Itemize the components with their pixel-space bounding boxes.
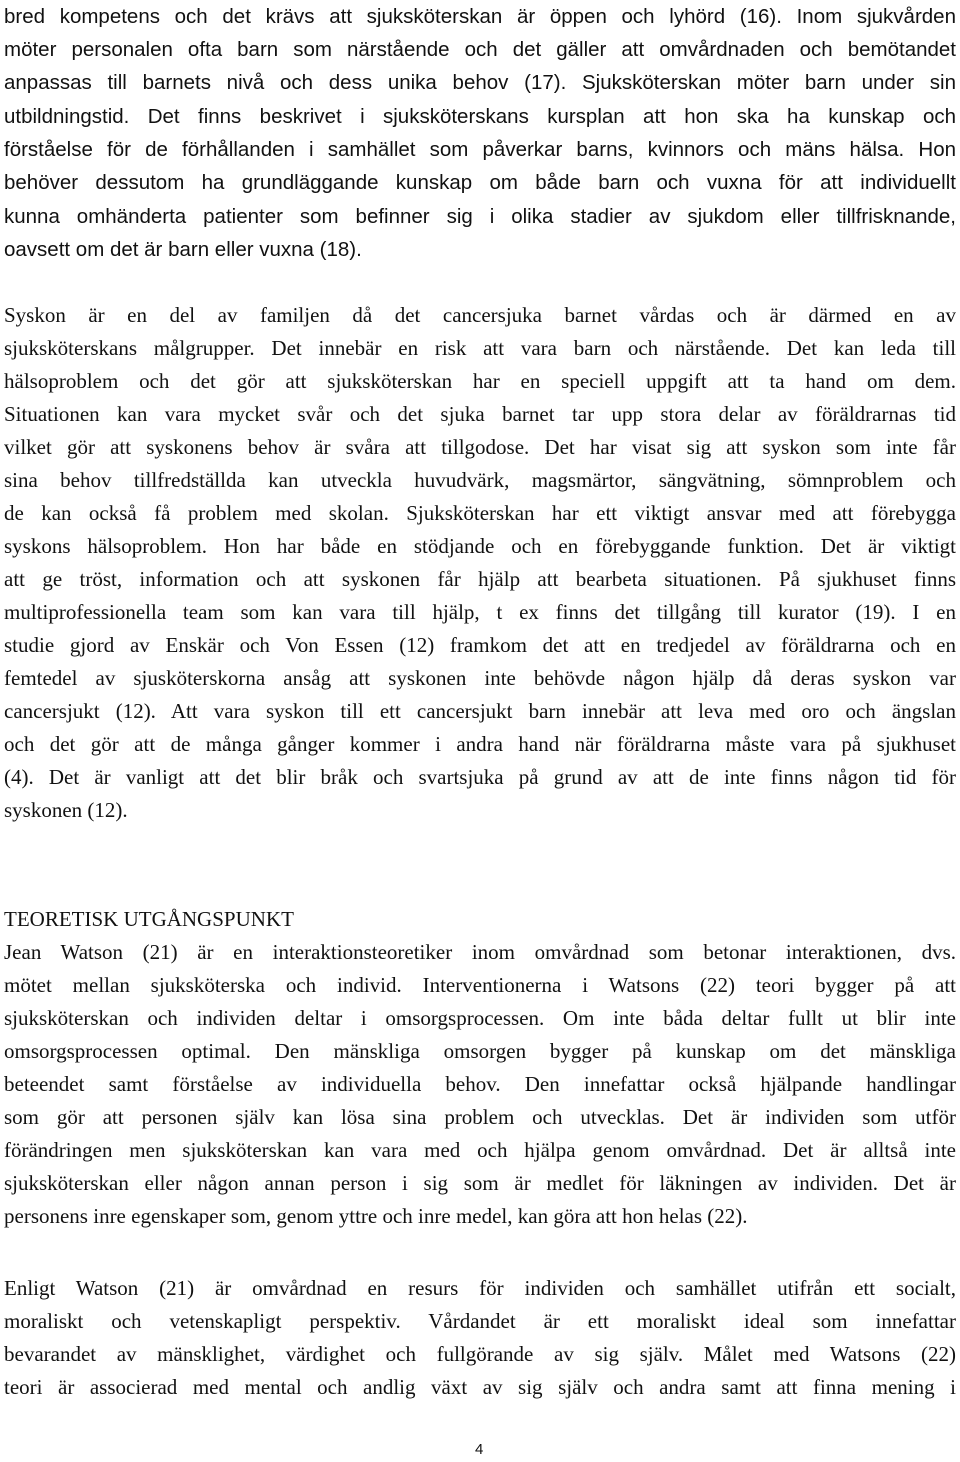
paragraph-line: Jean Watson (21) är en interaktionsteoretiker inom omvårdnad som betonar interaktionen, dvs. [4, 940, 956, 964]
paragraph-line: att ge tröst, information och att syskonen får hjälp att bearbeta situationen. På sjukhuset finns [4, 567, 956, 591]
paragraph-line: mötet mellan sjuksköterska och individ. Interventionerna i Watsons (22) teori bygger på att [4, 973, 956, 997]
paragraph-line: anpassas till barnets nivå och dess unika behov (17). Sjuksköterskan möter barn under sin [4, 71, 956, 94]
paragraph-line: behöver dessutom ha grundläggande kunskap om både barn och vuxna för att individuellt [4, 171, 956, 194]
paragraph-line: sjuksköterskan eller någon annan person i sig som är medlet för läkningen av individen. Det är [4, 1171, 956, 1195]
paragraph-line: Syskon är en del av familjen då det cancersjuka barnet vårdas och är därmed en av [4, 303, 956, 327]
paragraph-line: syskons hälsoproblem. Hon har både en stödjande och en förebyggande funktion. Det är viktigt [4, 534, 956, 558]
paragraph-line: (4). Det är vanligt att det blir bråk och svartsjuka på grund av att de inte finns någon tid för [4, 765, 956, 789]
paragraph-line: multiprofessionella team som kan vara till hjälp, t ex finns det tillgång till kurator (19). I en [4, 600, 956, 624]
paragraph-line: möter personalen ofta barn som närstående och det gäller att omvårdnaden och bemötandet [4, 38, 956, 61]
paragraph-line: utbildningstid. Det finns beskrivet i sjuksköterskans kursplan att hon ska ha kunskap och [4, 105, 956, 128]
paragraph-line: sina behov tillfredställda kan utveckla huvudvärk, magsmärtor, sängvätning, sömnproblem och [4, 468, 956, 492]
paragraph-line: syskonen (12). [4, 798, 128, 822]
paragraph-line: förståelse för de förhållanden i samhället som påverkar barns, kvinnors och mäns hälsa. Hon [4, 138, 956, 161]
paragraph-line: femtedel av sjusköterskorna ansåg att syskonen inte behövde någon hjälp då deras syskon var [4, 666, 956, 690]
paragraph-line: hälsoproblem och det gör att sjuksköterskan har en speciell uppgift att ta hand om dem. [4, 369, 956, 393]
paragraph-line: beteendet samt förståelse av individuella behov. Den innefattar också hjälpande handlingar [4, 1072, 956, 1096]
paragraph-line: sjuksköterskan och individen deltar i omsorgsprocessen. Om inte båda deltar fullt ut blir inte [4, 1006, 956, 1030]
paragraph-line: som gör att personen själv kan lösa sina problem och utvecklas. Det är individen som utför [4, 1105, 956, 1129]
paragraph-line: kunna omhänderta patienter som befinner sig i olika stadier av sjukdom eller tillfrisknande, [4, 205, 956, 228]
paragraph-line: vilket gör att syskonens behov är svåra att tillgodose. Det har visat sig att syskon som inte får [4, 435, 956, 459]
paragraph-line: de kan också få problem med skolan. Sjuksköterskan har ett viktigt ansvar med att förebygga [4, 501, 956, 525]
paragraph-line: Enligt Watson (21) är omvårdnad en resurs för individen och samhället utifrån ett socialt, [4, 1276, 956, 1300]
paragraph-line: och det gör att de många gånger kommer i andra hand när föräldrarna måste vara på sjukhuset [4, 732, 956, 756]
paragraph-line: personens inre egenskaper som, genom yttre och inre medel, kan göra att hon helas (22). [4, 1204, 748, 1228]
paragraph-line: bred kompetens och det krävs att sjuksköterskan är öppen och lyhörd (16). Inom sjukvården [4, 5, 956, 28]
paragraph-line: sjuksköterskans målgrupper. Det innebär en risk att vara barn och närstående. Det kan leda till [4, 336, 956, 360]
paragraph-line: studie gjord av Enskär och Von Essen (12) framkom det att en tredjedel av föräldrarna och en [4, 633, 956, 657]
paragraph-line: Situationen kan vara mycket svår och det sjuka barnet tar upp stora delar av föräldrarnas tid [4, 402, 956, 426]
paragraph-line: omsorgsprocessen optimal. Den mänskliga omsorgen bygger på kunskap om det mänskliga [4, 1039, 956, 1063]
paragraph-line: cancersjukt (12). Att vara syskon till ett cancersjukt barn innebär att leva med oro och ängslan [4, 699, 956, 723]
paragraph-line: teori är associerad med mental och andlig växt av sig själv och andra samt att finna mening i [4, 1375, 956, 1399]
page-number: 4 [475, 1441, 484, 1458]
paragraph-line: oavsett om det är barn eller vuxna (18). [4, 238, 362, 261]
paragraph-line: bevarandet av mänsklighet, värdighet och fullgörande av sig själv. Målet med Watsons (22) [4, 1342, 956, 1366]
paragraph-line: förändringen men sjuksköterskan kan vara med och hjälpa genom omvårdnad. Det är alltså inte [4, 1138, 956, 1162]
section-heading: TEORETISK UTGÅNGSPUNKT [4, 907, 294, 931]
paragraph-line: moraliskt och vetenskapligt perspektiv. Vårdandet är ett moraliskt ideal som innefattar [4, 1309, 956, 1333]
